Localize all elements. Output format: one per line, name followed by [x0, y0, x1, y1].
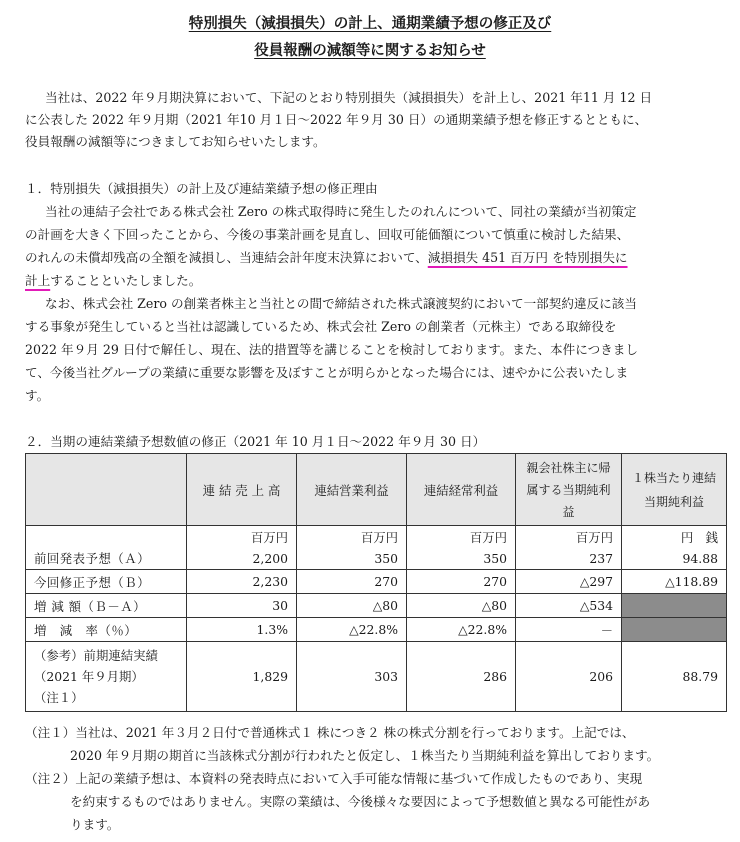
intro-line: 役員報酬の減額等につきましてお知らせいたします。: [25, 134, 326, 149]
column-header: 親会社株主に帰属する当期純利益: [516, 454, 622, 526]
table-row: [26, 642, 727, 712]
impairment-highlight-cont: 計上: [25, 273, 51, 288]
section1-line: [25, 272, 201, 290]
forecast-revision-table: [25, 453, 727, 712]
table-header-row: [26, 454, 727, 526]
table-cell: 350: [407, 548, 516, 570]
table-cell: 2,230: [187, 570, 297, 594]
units-label-cell: [26, 526, 187, 548]
intro-line: 当社は、2022 年９月期決算において、下記のとおり特別損失（減損損失）を計上し、2021 年11 月 12 日: [45, 90, 653, 105]
table-row: [26, 594, 727, 618]
table-cell: 94.88: [622, 548, 727, 570]
section1-line: なお、株式会社 Zero の創業者株主と当社との間で締結された株式譲渡契約において一部契約違反に該当: [45, 296, 637, 311]
section1-line: て、今後当社グループの業績に重要な影響を及ぼすことが明らかとなった場合には、速やかに公表いたしま: [25, 365, 629, 380]
section1-heading: １．特別損失（減損損失）の計上及び連結業績予想の修正理由: [25, 181, 378, 196]
unit-cell: 百万円: [516, 526, 622, 548]
section1-line: す。: [25, 388, 50, 403]
table-cell: 206: [516, 642, 622, 712]
shaded-empty-cell: [622, 594, 727, 618]
section2-heading: ２．当期の連結業績予想数値の修正（2021 年 10 月１日〜2022 年９月 30 日）: [25, 434, 486, 449]
section1-line-text: のれんの未償却残高の全額を減損し、当連結会計年度末決算において、: [25, 250, 428, 265]
footnote-line: （注２）上記の業績予想は、本資料の発表時点において入手可能な情報に基づいて作成したものであり、実現: [25, 771, 643, 786]
column-header: 連結営業利益: [297, 454, 407, 526]
row-label: [26, 642, 187, 712]
table-corner-cell: [26, 454, 187, 526]
table-cell: △22.8%: [407, 618, 516, 642]
row-label: 前回発表予想（Ａ）: [26, 548, 187, 570]
column-header: 連 結 売 上 高: [187, 454, 297, 526]
footnote-line: 2020 年９月期の期首に当該株式分割が行われたと仮定し、１株当たり当期純利益を算出しております。: [70, 748, 660, 763]
shaded-empty-cell: [622, 618, 727, 642]
document-title-line2: 役員報酬の減額等に関するお知らせ: [254, 43, 486, 59]
section1-line: の計画を大きく下回ったことから、今後の事業計画を見直し、回収可能価額について慎重に検討した結果、: [25, 227, 630, 242]
footnote-line: （注１）当社は、2021 年３月２日付で普通株式１ 株につき２ 株の株式分割を行っております。上記では、: [25, 725, 635, 740]
table-cell: 1,829: [187, 642, 297, 712]
table-cell: △22.8%: [297, 618, 407, 642]
unit-cell: 円 銭: [622, 526, 727, 548]
table-cell: 303: [297, 642, 407, 712]
section1-line: 当社の連結子会社である株式会社 Zero の株式取得時に発生したのれんについて、同社の業績が当初策定: [45, 204, 637, 219]
table-row: [26, 548, 727, 570]
table-cell: 350: [297, 548, 407, 570]
section1-line: 2022 年９月 29 日付で解任し、現在、法的措置等を講じることを検討しております。また、本件につきまし: [25, 342, 638, 357]
section1-line: [25, 249, 628, 267]
unit-cell: 百万円: [297, 526, 407, 548]
section1-line: する事象が発生していると当社は認識しているため、株式会社 Zero の創業者（元株主）である取締役を: [25, 319, 617, 334]
table-cell: 30: [187, 594, 297, 618]
document-title-line1: 特別損失（減損損失）の計上、通期業績予想の修正及び: [188, 16, 552, 32]
table-cell: △80: [407, 594, 516, 618]
table-cell: 1.3%: [187, 618, 297, 642]
table-row: [26, 618, 727, 642]
footnote-line: を約束するものではありません。実際の業績は、今後様々な要因によって予想数値と異なる可能性があ: [70, 794, 651, 809]
row-label-line: （注１）: [34, 690, 84, 705]
table-cell: 2,200: [187, 548, 297, 570]
table-cell: －: [516, 618, 622, 642]
table-cell: 270: [297, 570, 407, 594]
table-row: [26, 570, 727, 594]
footnote-line: ります。: [70, 817, 120, 832]
unit-cell: 百万円: [407, 526, 516, 548]
column-header: １株当たり連結当期純利益: [622, 454, 727, 526]
table-cell: 270: [407, 570, 516, 594]
impairment-highlight: 減損損失 451 百万円 を特別損失に: [427, 250, 628, 265]
table-cell: △534: [516, 594, 622, 618]
table-cell: △297: [516, 570, 622, 594]
row-label-line: （2021 年９月期）: [34, 669, 144, 684]
units-row: [26, 526, 727, 548]
row-label: 今回修正予想（Ｂ）: [26, 570, 187, 594]
table-cell: 237: [516, 548, 622, 570]
row-label-line: （参考）前期連結実績: [34, 648, 158, 663]
table-cell: △118.89: [622, 570, 727, 594]
section1-line-text: することといたしました。: [50, 273, 202, 288]
table-cell: 286: [407, 642, 516, 712]
row-label: 増 減 率（％）: [26, 618, 187, 642]
row-label: 増 減 額（Ｂ－Ａ）: [26, 594, 187, 618]
unit-cell: 百万円: [187, 526, 297, 548]
column-header: 連結経常利益: [407, 454, 516, 526]
table-cell: 88.79: [622, 642, 727, 712]
table-cell: △80: [297, 594, 407, 618]
intro-line: に公表した 2022 年９月期（2021 年10 月１日〜2022 年９月 30 日）の通期業績予想を修正するとともに、: [25, 112, 648, 127]
